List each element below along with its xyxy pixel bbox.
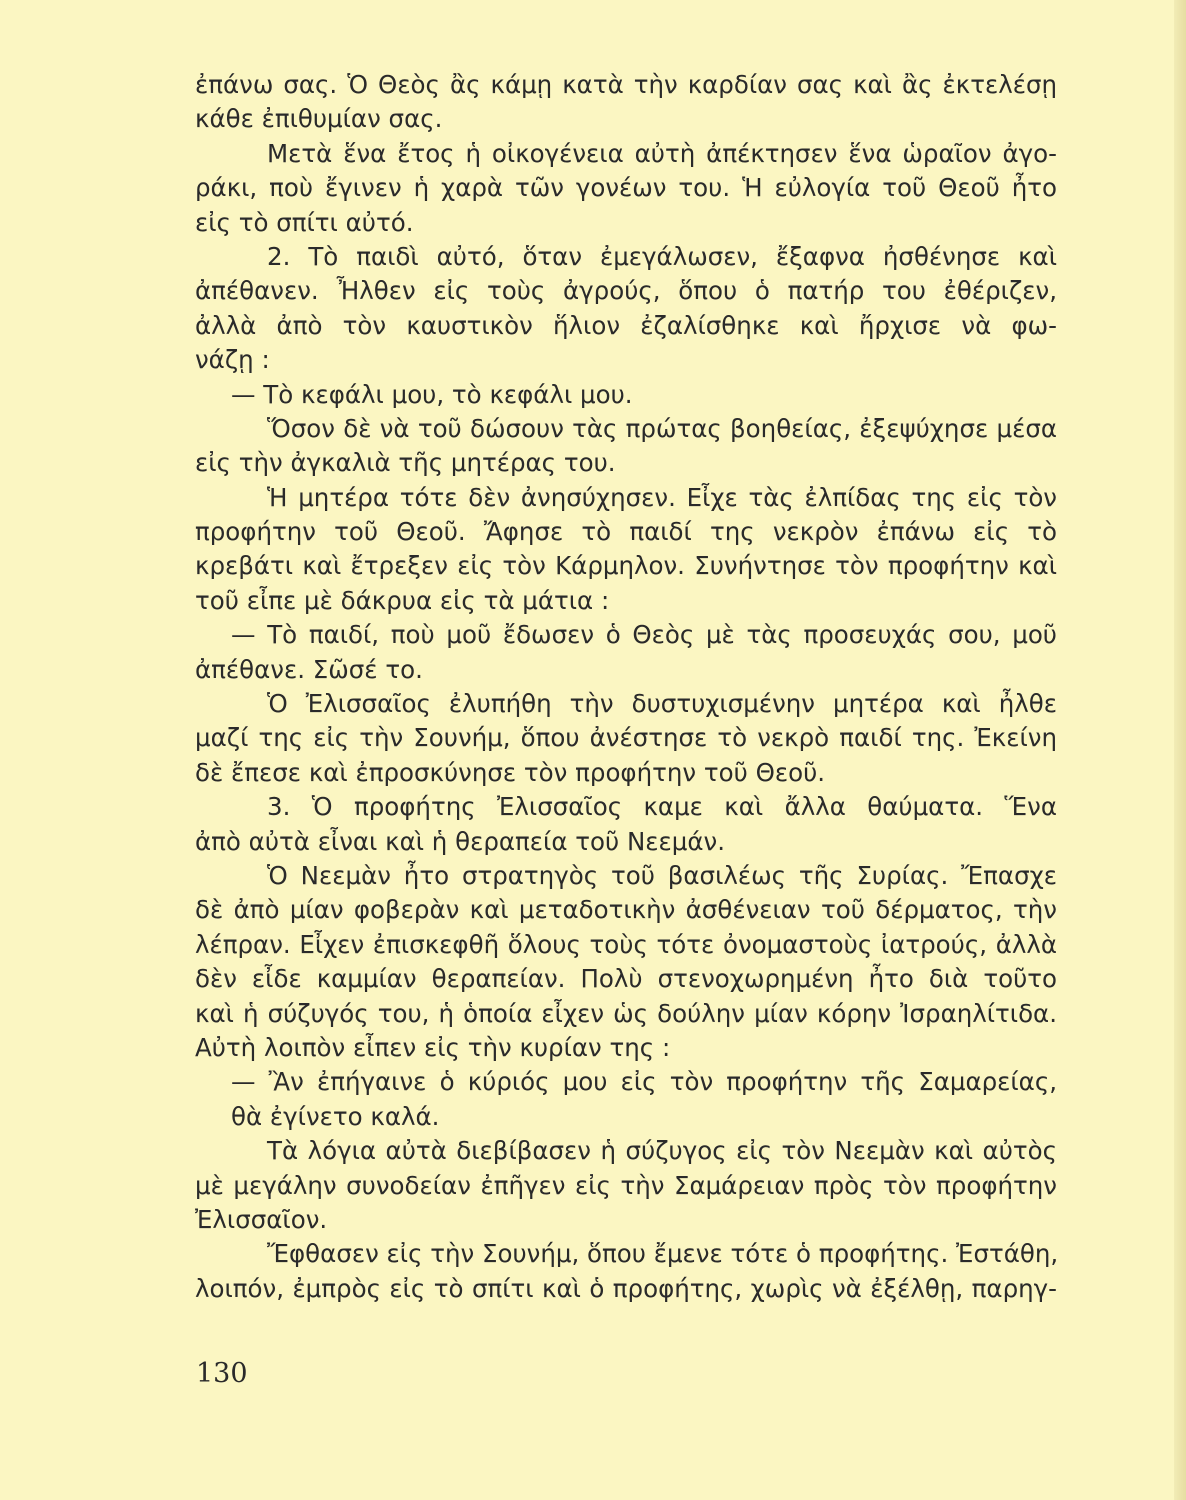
- text-line-28: καὶ ἡ σύζυγός του, ἡ ὁποία εἶχεν ὡς δούλην μίαν κόρην Ἰσραηλίτιδα.: [195, 998, 1057, 1028]
- text-line-12: εἰς τὴν ἀγκαλιὰ τῆς μητέρας του.: [195, 448, 616, 478]
- text-line-5: εἰς τὸ σπίτι αὐτό.: [195, 207, 414, 237]
- text-line-32: Τὰ λόγια αὐτὰ διεβίβασεν ἡ σύζυγος εἰς τὸν Νεεμὰν καὶ αὐτὸς: [267, 1136, 1057, 1166]
- text-line-10: — Τὸ κεφάλι μου, τὸ κεφάλι μου.: [231, 379, 633, 409]
- text-line-22: 3. Ὁ προφήτης Ἐλισσαῖος καμε καὶ ἄλλα θαύματα. Ἕνα: [267, 792, 1057, 822]
- text-line-34: Ἐλισσαῖον.: [195, 1204, 328, 1234]
- text-line-35: Ἔφθασεν εἰς τὴν Σουνήμ, ὅπου ἔμενε τότε ὁ προφήτης. Ἐστάθη,: [267, 1239, 1059, 1269]
- text-line-18: ἀπέθανε. Σῶσέ το.: [195, 654, 423, 684]
- text-line-33: μὲ μεγάλην συνοδείαν ἐπῆγεν εἰς τὴν Σαμάρειαν πρὸς τὸν προφήτην: [195, 1170, 1057, 1200]
- text-line-17: — Τὸ παιδί, ποὺ μοῦ ἔδωσεν ὁ Θεὸς μὲ τὰς προσευχάς σου, μοῦ: [231, 620, 1057, 650]
- text-line-11: Ὅσον δὲ νὰ τοῦ δώσουν τὰς πρώτας βοηθείας, ἐξεψύχησε μέσα: [267, 413, 1057, 443]
- page-edge: [1174, 0, 1186, 1500]
- text-line-4: ράκι, ποὺ ἔγινεν ἡ χαρὰ τῶν γονέων του. Ἡ εὐλογία τοῦ Θεοῦ ἦτο: [195, 173, 1057, 203]
- text-line-29: Αὐτὴ λοιπὸν εἶπεν εἰς τὴν κυρίαν της :: [195, 1032, 671, 1062]
- text-line-25: δὲ ἀπὸ μίαν φοβερὰν καὶ μεταδοτικὴν ἀσθένειαν τοῦ δέρματος, τὴν: [195, 895, 1057, 925]
- text-line-2: κάθε ἐπιθυμίαν σας.: [195, 104, 443, 134]
- text-line-21: δὲ ἔπεσε καὶ ἐπροσκύνησε τὸν προφήτην τοῦ Θεοῦ.: [195, 757, 826, 787]
- text-line-13: Ἡ μητέρα τότε δὲν ἀνησύχησεν. Εἶχε τὰς ἐλπίδας της εἰς τὸν: [267, 482, 1057, 512]
- text-line-1: ἐπάνω σας. Ὁ Θεὸς ἂς κάμῃ κατὰ τὴν καρδίαν σας καὶ ἂς ἐκτελέσῃ: [195, 70, 1057, 99]
- text-line-26: λέπραν. Εἶχεν ἐπισκεφθῆ ὅλους τοὺς τότε ὀνομαστοὺς ἰατρούς, ἀλλὰ: [195, 929, 1057, 959]
- text-line-20: μαζί της εἰς τὴν Σουνήμ, ὅπου ἀνέστησε τὸ νεκρὸ παιδί της. Ἐκείνη: [195, 723, 1057, 753]
- text-line-36: λοιπόν, ἐμπρὸς εἰς τὸ σπίτι καὶ ὁ προφήτης, χωρὶς νὰ ἐξέλθῃ, παρηγ-: [195, 1273, 1057, 1303]
- text-line-3: Μετὰ ἕνα ἔτος ἡ οἰκογένεια αὐτὴ ἀπέκτησεν ἕνα ὡραῖον ἀγο-: [267, 138, 1057, 168]
- text-line-19: Ὁ Ἐλισσαῖος ἐλυπήθη τὴν δυστυχισμένην μητέρα καὶ ἦλθε: [267, 689, 1057, 719]
- text-line-9: νάζῃ :: [195, 345, 270, 375]
- text-line-23: ἀπὸ αὐτὰ εἶναι καὶ ἡ θεραπεία τοῦ Νεεμάν.: [195, 826, 726, 856]
- text-line-27: δὲν εἶδε καμμίαν θεραπείαν. Πολὺ στενοχωρημένη ἦτο διὰ τοῦτο: [195, 964, 1057, 994]
- text-line-15: κρεβάτι καὶ ἔτρεξεν εἰς τὸν Κάρμηλον. Συνήντησε τὸν προφήτην καὶ: [195, 551, 1057, 581]
- body-text: [195, 68, 1057, 1306]
- page-number: 130: [196, 1358, 248, 1389]
- text-line-8: ἀλλὰ ἀπὸ τὸν καυστικὸν ἥλιον ἐζαλίσθηκε καὶ ἤρχισε νὰ φω-: [195, 310, 1057, 340]
- text-line-7: ἀπέθανεν. Ἦλθεν εἰς τοὺς ἀγρούς, ὅπου ὁ πατήρ του ἐθέριζεν,: [195, 276, 1057, 306]
- text-line-16: τοῦ εἶπε μὲ δάκρυα εἰς τὰ μάτια :: [195, 585, 610, 615]
- text-line-30: — Ἂν ἐπήγαινε ὁ κύριός μου εἰς τὸν προφήτην τῆς Σαμαρείας,: [231, 1067, 1057, 1097]
- text-line-6: 2. Τὸ παιδὶ αὐτό, ὅταν ἐμεγάλωσεν, ἔξαφνα ἠσθένησε καὶ: [267, 241, 1057, 271]
- text-line-31: θὰ ἐγίνετο καλά.: [231, 1101, 440, 1131]
- text-line-24: Ὁ Νεεμὰν ἦτο στρατηγὸς τοῦ βασιλέως τῆς Συρίας. Ἔπασχε: [267, 860, 1057, 890]
- text-line-14: προφήτην τοῦ Θεοῦ. Ἄφησε τὸ παιδί της νεκρὸν ἐπάνω εἰς τὸ: [195, 517, 1057, 547]
